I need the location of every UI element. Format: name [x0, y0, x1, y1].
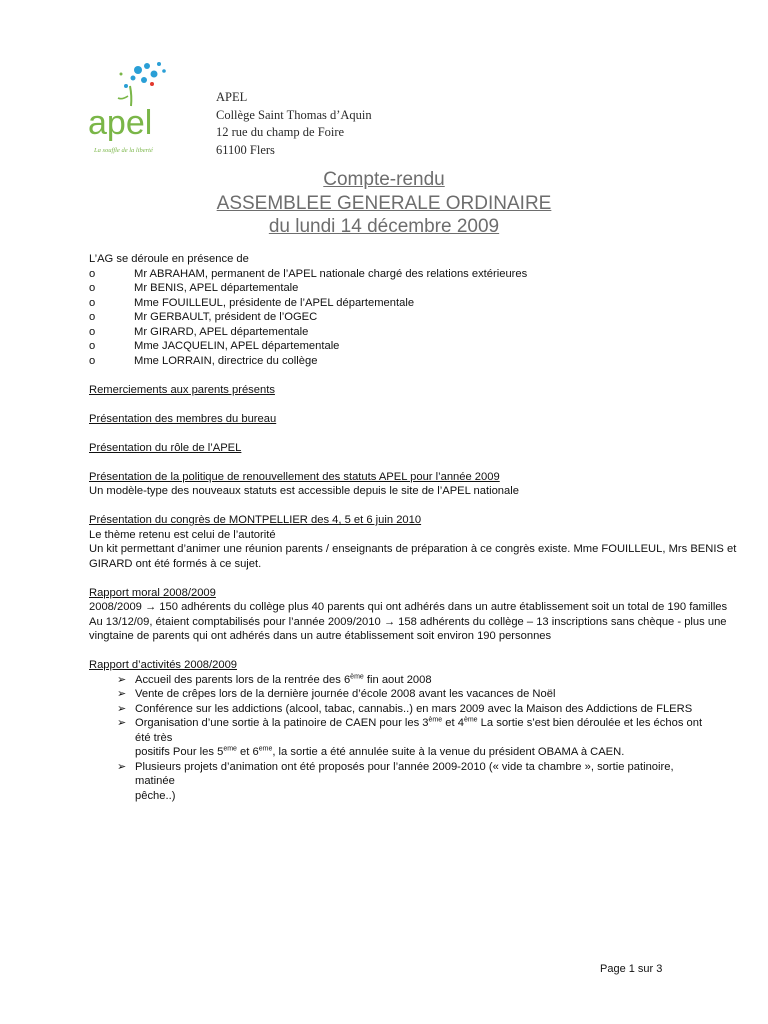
page-number: Page 1 sur 3 — [600, 963, 663, 975]
address-line: APEL — [216, 90, 248, 104]
address-line: 12 rue du champ de Foire — [216, 125, 345, 139]
section-heading-membres: Présentation des membres du bureau — [89, 412, 277, 425]
list-item: o Mr GIRARD, APEL départementale — [89, 325, 309, 338]
bullet-icon: o — [89, 296, 96, 309]
header-address — [216, 89, 372, 159]
svg-text:La souffle de la liberté: La souffle de la liberté — [94, 147, 153, 154]
arrow-bullet-icon: ➢ — [117, 688, 127, 700]
intro-text: L’AG se déroule en présence de — [89, 253, 249, 265]
section-heading-rapport-moral: Rapport moral 2008/2009 — [89, 586, 216, 599]
list-item: ➢ Vente de crêpes lors de la dernière journée d’école 2008 avant les vacances de Noël — [89, 687, 709, 702]
bullet-icon: o — [89, 340, 96, 352]
arrow-icon: → — [145, 601, 157, 613]
bullet-icon: o — [89, 325, 96, 338]
bullet-icon: o — [89, 267, 96, 280]
list-item: o Mr ABRAHAM, permanent de l’APEL nationale chargé des relations extérieures — [89, 267, 528, 280]
list-item: o Mme JACQUELIN, APEL départementale — [89, 340, 340, 352]
rapport-moral-line: Au 13/12/09, étaient comptabilisés pour l’année 2009/2010 → 158 adhérents du collège – 13 inscriptions sans chèque - plus une — [89, 615, 727, 628]
arrow-icon: → — [383, 615, 396, 628]
title-line: Compte-rendu — [323, 169, 445, 190]
bullet-icon: o — [89, 282, 96, 294]
svg-text:apel: apel — [88, 104, 153, 142]
section-heading-role: Présentation du rôle de l’APEL — [89, 441, 242, 454]
address-line: 61100 Flers — [216, 142, 275, 157]
list-item: o Mme FOUILLEUL, présidente de l’APEL départementale — [89, 296, 415, 309]
document-title — [0, 168, 768, 239]
section-heading-rapport-activites: Rapport d’activités 2008/2009 — [89, 659, 238, 671]
arrow-bullet-icon: ➢ — [117, 702, 127, 715]
list-item: o Mr BENIS, APEL départementale — [89, 282, 299, 294]
arrow-bullet-icon: ➢ — [117, 717, 127, 729]
apel-logo — [86, 56, 176, 166]
list-item: ➢ Organisation d’une sortie à la patinoire de CAEN pour les 3ème et 4ème La sortie s’est bien déroulée et les échos ont été très positifs Pour les 5eme et 6eme, la sortie a été annulée suite à la venue du président OBAMA à CAEN. — [89, 716, 709, 760]
apel-logo-graphic — [86, 56, 176, 166]
dandelion-icon — [118, 62, 166, 106]
congres-line: Le thème retenu est celui de l’autorité — [89, 528, 276, 541]
bullet-icon: o — [89, 354, 96, 367]
bullet-icon: o — [89, 311, 96, 323]
list-item: o Mr GERBAULT, président de l’OGEC — [89, 311, 318, 323]
document-body — [89, 252, 737, 803]
arrow-bullet-icon: ➢ — [117, 673, 127, 686]
attendee-list — [89, 267, 709, 369]
title-line: ASSEMBLEE GENERALE ORDINAIRE — [216, 192, 552, 214]
activities-list — [89, 673, 709, 804]
congres-line: Un kit permettant d’animer une réunion parents / enseignants de préparation à ce congrès existe. Mme FOUILLEUL, Mrs BENIS et — [89, 543, 737, 555]
list-item: ➢ Plusieurs projets d’animation ont été proposés pour l’année 2009-2010 (« vide ta chambre », sortie patinoire, matinée pêche..) — [89, 760, 709, 804]
rapport-moral-line: vingtaine de parents qui ont adhérés dans un autre établissement soit environ 190 personnes — [89, 630, 552, 642]
section-heading-congres: Présentation du congrès de MONTPELLIER des 4, 5 et 6 juin 2010 — [89, 514, 422, 526]
list-item: o Mme LORRAIN, directrice du collège — [89, 354, 318, 367]
address-line: Collège Saint Thomas d’Aquin — [216, 107, 372, 122]
section-heading-politique: Présentation de la politique de renouvellement des statuts APEL pour l’année 2009 — [89, 470, 500, 483]
rapport-moral-line: 2008/2009 → 150 adhérents du collège plus 40 parents qui ont adhérés dans un autre établissement soit un total de 190 familles — [89, 601, 728, 613]
politique-text: Un modèle-type des nouveaux statuts est accessible depuis le site de l’APEL nationale — [89, 485, 519, 497]
section-heading-remerciements: Remerciements aux parents présents — [89, 383, 275, 396]
list-item: ➢ Conférence sur les addictions (alcool, tabac, cannabis..) en mars 2009 avec la Maison des Addictions de FLERS — [89, 702, 709, 717]
congres-line: GIRARD ont été formés à ce sujet. — [89, 557, 262, 570]
list-item: ➢ Accueil des parents lors de la rentrée des 6ème fin aout 2008 — [89, 673, 709, 688]
title-line: du lundi 14 décembre 2009 — [268, 216, 500, 237]
arrow-bullet-icon: ➢ — [117, 760, 127, 773]
